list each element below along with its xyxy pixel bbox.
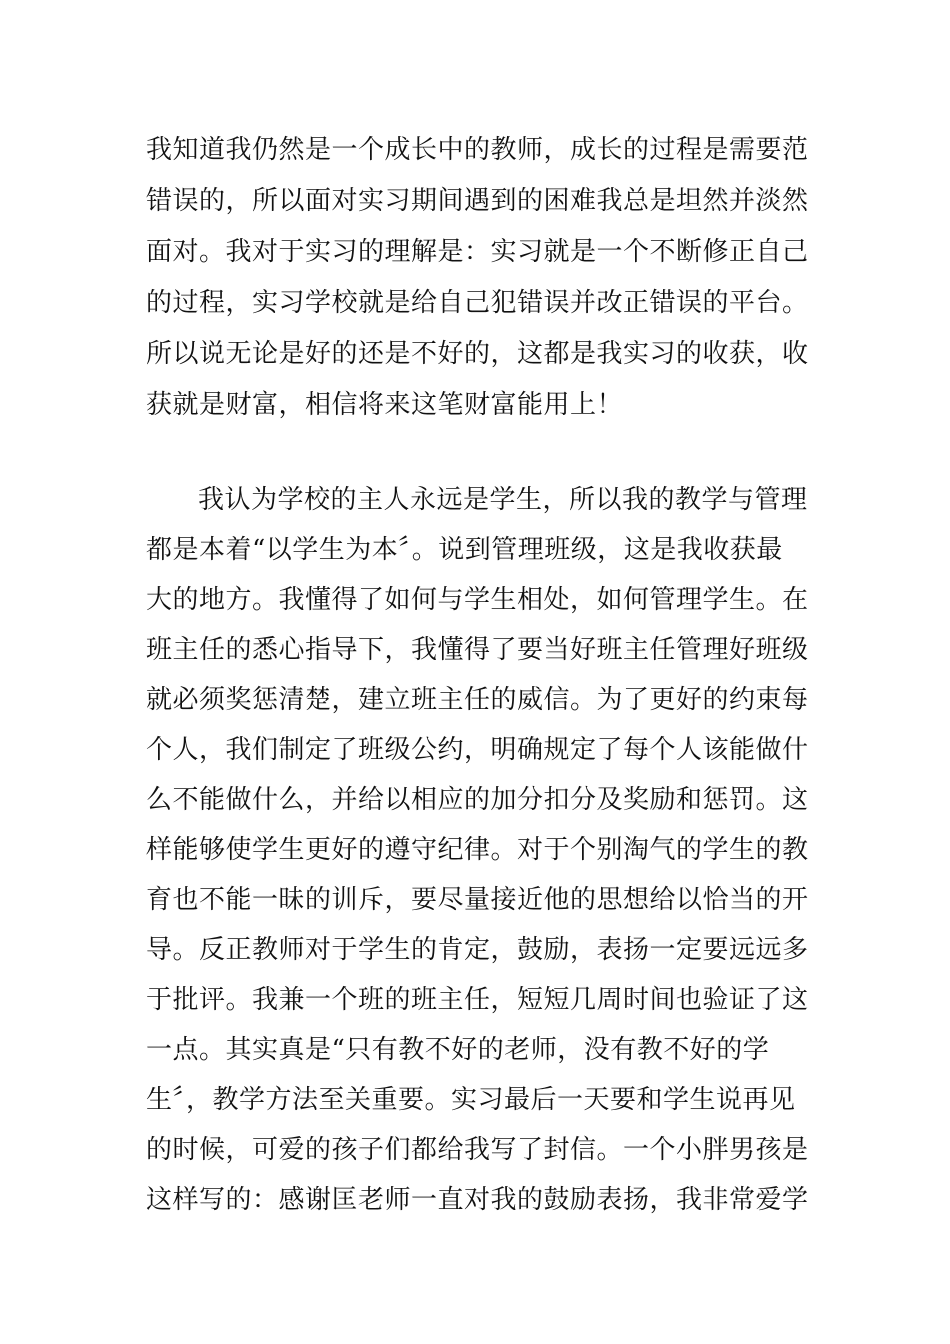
paragraph-line: 么不能做什么，并给以相应的加分扣分及奖励和惩罚。这: [146, 785, 809, 815]
paragraph-line: 大的地方。我懂得了如何与学生相处，如何管理学生。在: [146, 585, 809, 615]
paragraph-line: 一点。其实真是“只有教不好的老师，没有教不好的学: [146, 1035, 770, 1065]
paragraph-line: 这样写的：感谢匡老师一直对我的鼓励表扬，我非常爱学: [146, 1185, 809, 1215]
paragraph-line: 的时候，可爱的孩子们都给我写了封信。一个小胖男孩是: [146, 1135, 809, 1165]
paragraph-line: 班主任的悉心指导下，我懂得了要当好班主任管理好班级: [146, 635, 809, 665]
paragraph-line: 我知道我仍然是一个成长中的教师，成长的过程是需要范: [146, 135, 809, 165]
paragraph-line: 导。反正教师对于学生的肯定，鼓励，表扬一定要远远多: [146, 935, 809, 965]
paragraph-line: 错误的，所以面对实习期间遇到的困难我总是坦然并淡然: [146, 186, 809, 216]
paragraph-line: 都是本着“以学生为本〞。说到管理班级，这是我收获最: [146, 535, 783, 565]
paragraph-line: 面对。我对于实习的理解是：实习就是一个不断修正自己: [146, 237, 809, 267]
paragraph-line: 生〞，教学方法至关重要。实习最后一天要和学生说再见: [146, 1085, 796, 1115]
paragraph-line: 的过程，实习学校就是给自己犯错误并改正错误的平台。: [146, 288, 809, 318]
paragraph-line: 样能够使学生更好的遵守纪律。对于个别淘气的学生的教: [146, 835, 809, 865]
paragraph-line: 获就是财富，相信将来这笔财富能用上！: [146, 390, 624, 420]
paragraph-line: 育也不能一昧的训斥，要尽量接近他的思想给以恰当的开: [146, 885, 809, 915]
paragraph-line: 就必须奖惩清楚，建立班主任的威信。为了更好的约束每: [146, 685, 809, 715]
paragraph-line: 于批评。我兼一个班的班主任，短短几周时间也验证了这: [146, 985, 809, 1015]
paragraph-line: 所以说无论是好的还是不好的，这都是我实习的收获，收: [146, 339, 809, 369]
paragraph-line: 个人，我们制定了班级公约，明确规定了每个人该能做什: [146, 735, 809, 765]
paragraph-line: 我认为学校的主人永远是学生，所以我的教学与管理: [198, 485, 808, 515]
